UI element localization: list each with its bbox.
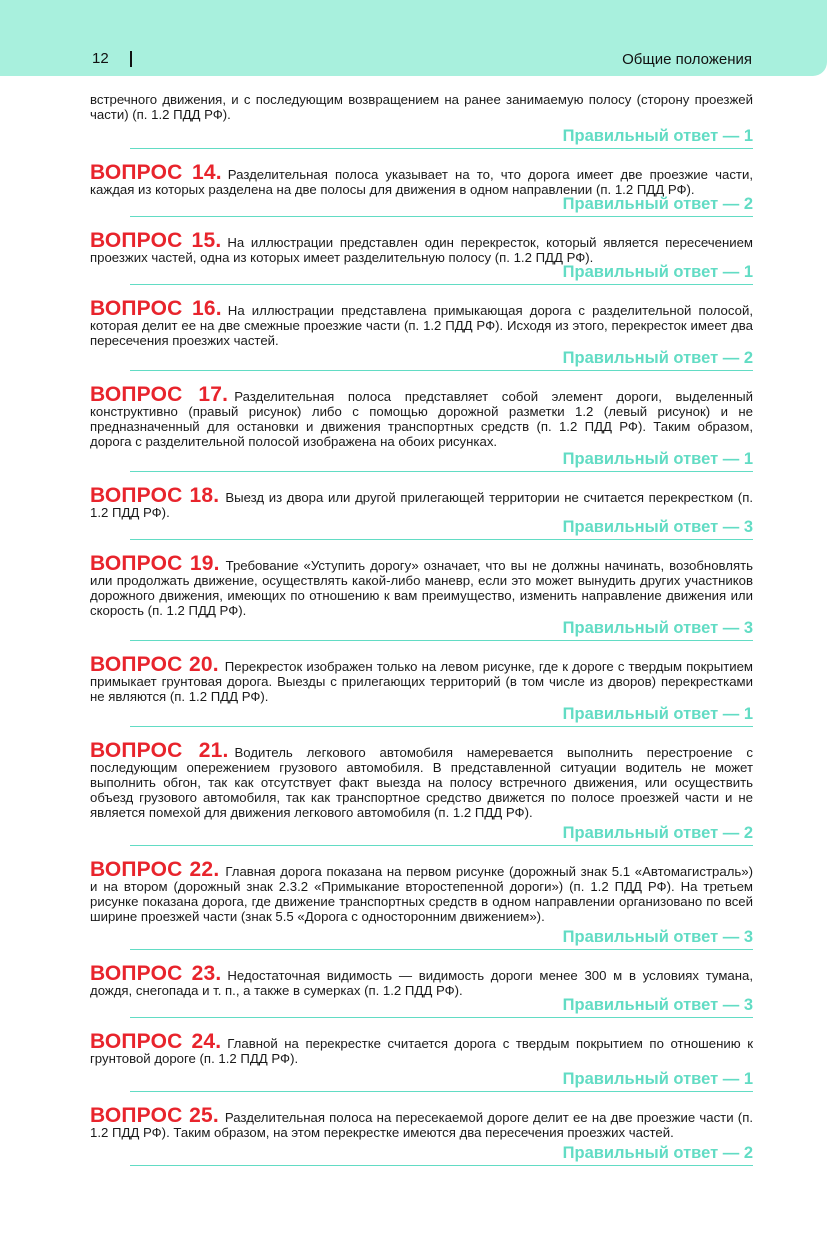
question-label: ВОПРОС 23.: [90, 962, 222, 985]
question-block: [90, 297, 753, 371]
question-text: Главная дорога показана на первом рисунке (дорожный знак 5.1 «Автомагистраль») и на втором (дорожный знак 2.3.2 «Примыкание второстепенной дороги») (п. 1.2 ПДД РФ). На третьем рисунке показана дорога, где движение транспортных средств в одном направлении организовано по всей ширине проезжей части (знак 5.5 «Дорога с односторонним движением»).: [90, 864, 754, 924]
question-paragraph: [90, 653, 753, 704]
question-paragraph: [90, 739, 753, 820]
answer-divider: [130, 1017, 753, 1018]
question-paragraph: [90, 1030, 753, 1066]
question-text: Недостаточная видимость — видимость дороги менее 300 м в условиях тумана, дождя, снегопада и т. п., а также в сумерках (п. 1.2 ПДД РФ).: [90, 968, 754, 998]
answer-label: Правильный ответ — 2: [562, 824, 753, 842]
question-block: [90, 653, 753, 727]
intro-block: [90, 92, 753, 149]
answer-divider: [130, 640, 753, 641]
question-text: Выезд из двора или другой прилегающей территории не считается перекрестком (п. 1.2 ПДД РФ).: [90, 490, 753, 520]
answer-divider: [130, 539, 753, 540]
question-block: [90, 739, 753, 846]
question-text: Водитель легкового автомобиля намеревается выполнить перестроение с последующим опережением грузового автомобиля. В представленной ситуации водитель не может выполнить обгон, так как отсутствует факт выезда на полосу встречного движения, или осуществить объезд грузового автомобиля, так как транспортное средство движется по полосе проезжей части и не является помехой для движения легкового автомобиля (п. 1.2 ПДД РФ).: [90, 745, 753, 820]
question-paragraph: [90, 1104, 754, 1140]
question-paragraph: [90, 552, 753, 618]
question-text: На иллюстрации представлен один перекресток, который является пересечением проезжих частей, одна из которых имеет разделительную полосу (п. 1.2 ПДД РФ).: [90, 235, 753, 265]
question-label: ВОПРОС 20.: [90, 653, 219, 676]
header-divider: [130, 51, 132, 67]
answer-divider: [130, 471, 753, 472]
question-text: Разделительная полоса представляет собой элемент дороги, выделенный конструктивно (правый рисунок) либо с помощью дорожной разметки 1.2 (левый рисунок) и не предназначенный для остановки и движения транспортных средств (п. 1.2 ПДД РФ). Таким образом, дорога с разделительной полосой изображена на обоих рисунках.: [90, 389, 754, 449]
answer-divider: [130, 284, 753, 285]
question-paragraph: [90, 161, 753, 197]
question-text: Требование «Уступить дорогу» означает, что вы не должны начинать, возобновлять или продолжать движение, осуществлять какой-либо маневр, если это может вынудить других участников дорожного движения, имеющих по отношению к вам преимущество, изменить направление движения или скорость (п. 1.2 ПДД РФ).: [90, 558, 753, 618]
answer-label: Правильный ответ — 3: [562, 619, 753, 637]
question-text: Разделительная полоса указывает на то, что дорога имеет две проезжие части, каждая из которых разделена на две полосы для движения в одном направлении (п. 1.2 ПДД РФ).: [90, 167, 753, 197]
question-block: [90, 484, 753, 540]
question-block: [90, 229, 753, 285]
answer-label: Правильный ответ — 2: [562, 1144, 753, 1162]
question-block: [90, 962, 754, 1018]
question-label: ВОПРОС 22.: [90, 858, 220, 881]
question-label: ВОПРОС 15.: [90, 229, 222, 252]
answer-label: Правильный ответ — 3: [562, 928, 753, 946]
answer-label: Правильный ответ — 2: [562, 349, 753, 367]
page-number: 12: [92, 50, 109, 67]
question-block: [90, 858, 754, 950]
question-block: [90, 552, 753, 641]
question-paragraph: [90, 858, 754, 924]
answer-divider: [130, 1165, 753, 1166]
answer-divider: [130, 148, 753, 149]
question-block: [90, 1030, 753, 1092]
answer-label: Правильный ответ — 1: [562, 1070, 753, 1088]
page-content: [90, 92, 753, 1182]
question-label: ВОПРОС 25.: [90, 1104, 219, 1127]
answer-label: Правильный ответ — 1: [562, 705, 753, 723]
question-text: Главной на перекрестке считается дорога с твердым покрытием по отношению к грунтовой дороге (п. 1.2 ПДД РФ).: [90, 1036, 753, 1066]
question-paragraph: [90, 484, 753, 520]
answer-divider: [130, 845, 753, 846]
question-label: ВОПРОС 17.: [90, 383, 229, 406]
answer-divider: [130, 1091, 753, 1092]
question-block: [90, 383, 754, 472]
answer-label: Правильный ответ — 3: [562, 518, 753, 536]
answer-label: Правильный ответ — 1: [562, 263, 753, 281]
answer-label: Правильный ответ — 2: [562, 195, 753, 213]
intro-text: встречного движения, и с последующим возвращением на ранее занимаемую полосу (сторону проезжей части) (п. 1.2 ПДД РФ).: [90, 92, 753, 122]
question-text: На иллюстрации представлена примыкающая дорога с разделительной полосой, которая делит ее на две смежные проезжие части (п. 1.2 ПДД РФ). Исходя из этого, перекресток имеет два пересечения проезжих частей.: [90, 303, 753, 348]
question-paragraph: [90, 962, 754, 998]
question-label: ВОПРОС 19.: [90, 552, 220, 575]
question-label: ВОПРОС 16.: [90, 297, 222, 320]
answer-label: Правильный ответ — 1: [562, 450, 753, 468]
question-paragraph: [90, 297, 753, 348]
question-label: ВОПРОС 21.: [90, 739, 229, 762]
answer-label: Правильный ответ — 3: [562, 996, 753, 1014]
section-title: Общие положения: [622, 51, 752, 68]
page-header: [0, 0, 827, 76]
answer-label: Правильный ответ — 1: [562, 127, 753, 145]
question-block: [90, 161, 753, 217]
question-block: [90, 1104, 754, 1166]
question-text: Разделительная полоса на пересекаемой дороге делит ее на две проезжие части (п. 1.2 ПДД РФ). Таким образом, на этом перекрестке имеются два пересечения проезжих частей.: [90, 1110, 754, 1140]
question-text: Перекресток изображен только на левом рисунке, где к дороге с твердым покрытием примыкает грунтовая дорога. Выезды с прилегающих территорий (в том числе из дворов) перекрестками не являются (п. 1.2 ПДД РФ).: [90, 659, 753, 704]
answer-divider: [130, 949, 753, 950]
question-paragraph: [90, 383, 754, 449]
question-label: ВОПРОС 14.: [90, 161, 222, 184]
answer-divider: [130, 370, 753, 371]
answer-divider: [130, 216, 753, 217]
question-paragraph: [90, 229, 753, 265]
question-label: ВОПРОС 18.: [90, 484, 220, 507]
answer-divider: [130, 726, 753, 727]
question-label: ВОПРОС 24.: [90, 1030, 222, 1053]
